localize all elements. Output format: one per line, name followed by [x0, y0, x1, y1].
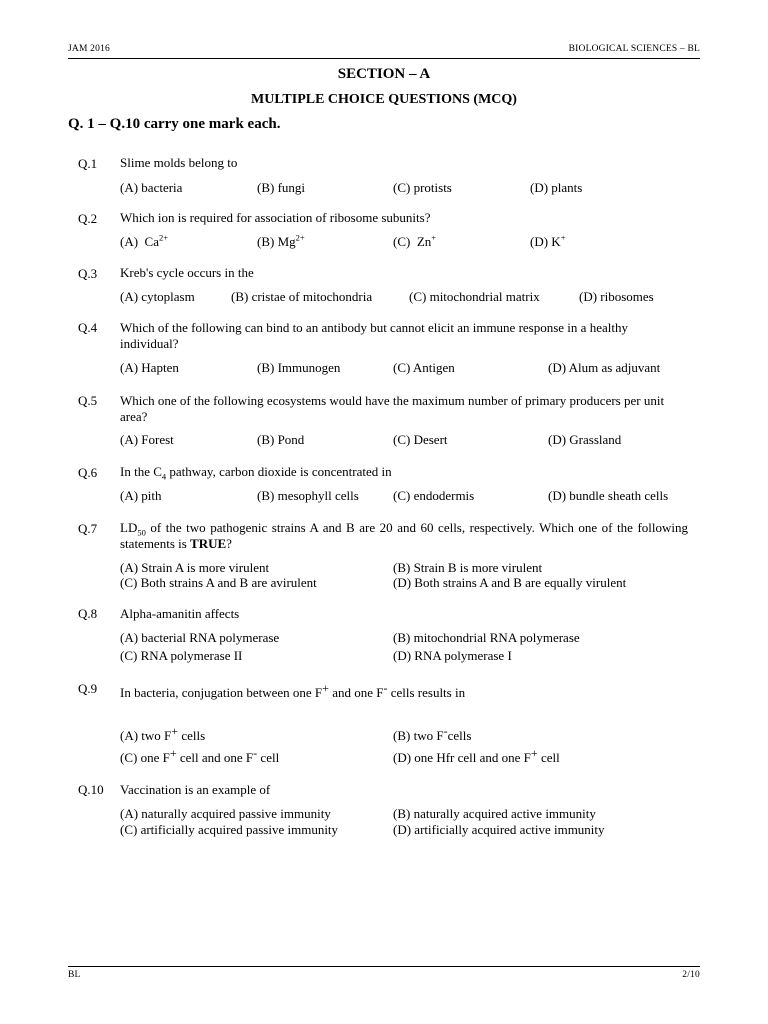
section-subtitle: MULTIPLE CHOICE QUESTIONS (MCQ) [251, 92, 517, 107]
page-number: 2/10 [682, 970, 700, 980]
option-c: (C) mitochondrial matrix [409, 289, 540, 304]
option-d: (D) ribosomes [579, 289, 654, 304]
question-text: Which one of the following ecosystems would have the maximum number of primary producers per unit area? [120, 393, 665, 424]
option-a: (A) cytoplasm [120, 289, 195, 304]
question-number: Q.7 [78, 521, 98, 536]
option-a: (A) naturally acquired passive immunity [120, 806, 331, 821]
option-c: (C) endodermis [393, 488, 475, 503]
question-text: In bacteria, conjugation between one F+ and one F- cells results in [120, 681, 466, 700]
header-rule [68, 58, 700, 59]
option-b: (B) Immunogen [257, 360, 341, 375]
option-c: (C) Desert [393, 432, 448, 447]
question-number: Q.1 [78, 156, 98, 171]
question-number: Q.9 [78, 681, 98, 696]
option-d: (D) K+ [530, 232, 566, 249]
option-b: (B) naturally acquired active immunity [393, 806, 596, 821]
question-text: Which of the following can bind to an antibody but cannot elicit an immune response in a healthy individual? [120, 320, 628, 351]
option-a: (A) pith [120, 488, 162, 503]
option-a: (A) bacteria [120, 180, 183, 195]
option-b: (B) two F-cells [393, 724, 472, 743]
option-b: (B) mitochondrial RNA polymerase [393, 630, 580, 645]
question-number: Q.4 [78, 320, 98, 335]
question-number: Q.3 [78, 266, 98, 281]
question-text: Alpha-amanitin affects [120, 606, 240, 621]
option-b: (B) Strain B is more virulent [393, 560, 543, 575]
option-b: (B) cristae of mitochondria [231, 289, 373, 304]
marks-note: Q. 1 – Q.10 carry one mark each. [68, 116, 281, 132]
header-subject-label: BIOLOGICAL SCIENCES – BL [568, 44, 700, 54]
option-d: (D) Grassland [548, 432, 622, 447]
option-d: (D) one Hfr cell and one F+ cell [393, 746, 560, 765]
option-b: (B) $Mg^{2+}$ [257, 232, 305, 249]
option-a: (A) Strain A is more virulent [120, 560, 270, 575]
question-number: Q.5 [78, 393, 98, 408]
question-number: Q.2 [78, 211, 98, 226]
question-text: Slime molds belong to [120, 155, 238, 170]
question-number: Q.10 [78, 782, 104, 797]
option-d: (D) artificially acquired active immunity [393, 822, 605, 837]
option-c: (C) artificially acquired passive immunity [120, 822, 339, 837]
option-b: (B) Pond [257, 432, 305, 447]
footer-rule [68, 966, 700, 967]
option-d: (D) Both strains A and B are equally virulent [393, 575, 627, 590]
option-c: (C) Both strains A and B are avirulent [120, 575, 317, 590]
footer-paper-code: BL [68, 970, 81, 980]
option-a: (A) Hapten [120, 360, 179, 375]
question-text: In the $C_4$ pathway, carbon dioxide is concentrated in [120, 464, 392, 482]
header-exam-label: JAM 2016 [68, 44, 110, 54]
option-d: (D) bundle sheath cells [548, 488, 669, 503]
question-number: Q.8 [78, 606, 98, 621]
option-a: (A) bacterial RNA polymerase [120, 630, 280, 645]
option-c: (C) one F+ cell and one F- cell [120, 746, 280, 765]
option-a: (A) $Ca^{2+}$ [120, 232, 169, 249]
option-b: (B) fungi [257, 180, 306, 195]
option-d: (D) plants [530, 180, 583, 195]
option-a: (A) Forest [120, 432, 174, 447]
option-d: (D) Alum as adjuvant [548, 360, 661, 375]
option-c: (C) RNA polymerase II [120, 648, 243, 663]
option-a: (A) two F+ cells [120, 724, 206, 743]
question-text: Which ion is required for association of ribosome subunits? [120, 210, 431, 225]
question-number: Q.6 [78, 465, 98, 480]
option-c: (C) Antigen [393, 360, 455, 375]
option-c: (C) Zn+ [393, 232, 437, 249]
question-text: Vaccination is an example of [120, 782, 271, 797]
option-c: (C) protists [393, 180, 452, 195]
section-title: SECTION – A [337, 66, 431, 82]
question-text: Kreb's cycle occurs in the [120, 265, 254, 280]
question-text: $LD_{50}$ of the two pathogenic strains A and B are 20 and 60 cells, respectively. Which one of the following statements is TRUE? [120, 520, 688, 551]
option-d: (D) RNA polymerase I [393, 648, 512, 663]
option-b: (B) mesophyll cells [257, 488, 359, 503]
